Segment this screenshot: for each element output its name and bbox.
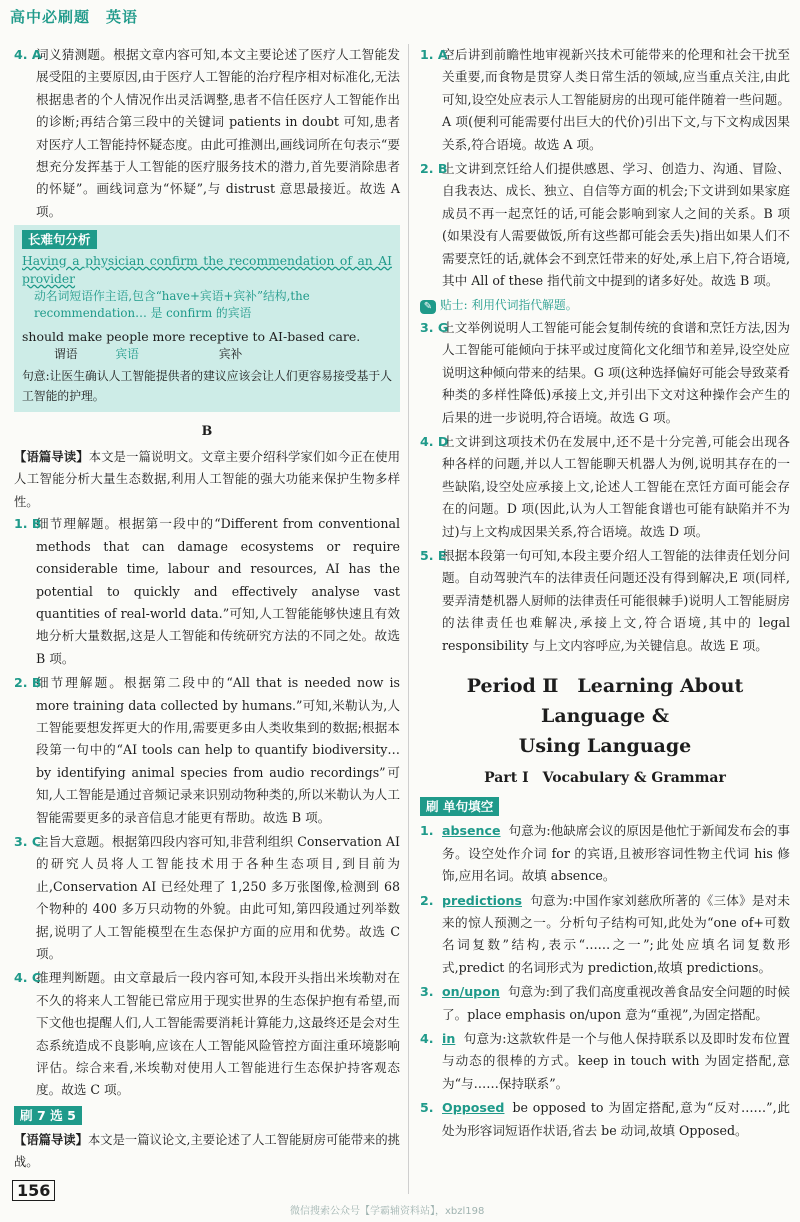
part-title: Part Ⅰ Vocabulary & Grammar — [484, 769, 726, 786]
answer-item — [14, 831, 400, 965]
item-number: 1. B — [14, 516, 42, 532]
answer-item — [14, 44, 400, 223]
item-text: 句意为:他缺席会议的原因是他忙于新闻发布会的事务。设空处作介词 for 的宾语,且被形容词性物主代词 his 修饰,应用名词。故填 absence。 — [442, 823, 790, 884]
practice-label-7-5: 刷 7 选 5 — [14, 1106, 82, 1125]
sentence-analysis-box — [14, 225, 400, 411]
tip-text: 贴士: 利用代词指代解题。 — [440, 298, 578, 313]
item-text: 词义猜测题。根据文章内容可知,本文主要论述了医疗人工智能发展受阻的主要原因,由于医疗人工智能的治疗程序相对标准化,无法根据患者的个人情况作出灵活调整,患者不信任医疗人工智能作出的诊断;再结合第三段中的关键词 patients in doubt 可知,患者对医疗人工智能持怀疑态度。由此可推测出,画线词所在句表示“要想充分发挥基于人工智能的医疗服务技术的潜力,首先要消除患者的怀疑”。画线词意为“怀疑”,与 distrust 意思最接近。故选 A 项。 — [36, 47, 400, 219]
fill-item — [420, 820, 790, 887]
item-text: 句意为:中国作家刘慈欣所著的《三体》是对未来的惊人预测之一。分析句子结构可知,此处为“one of+可数名词复数”结构,表示“……之一”;此处应填名词复数形式,predict 的名词形式为 prediction,故填 predictions。 — [442, 892, 790, 975]
analysis-labels — [22, 346, 392, 362]
fill-answer: predictions — [442, 892, 523, 908]
item-text: 上文讲到这项技术仍在发展中,还不是十分完善,可能会出现各种各样的问题,并以人工智能聊天机器人为例,说明其存在的一些缺陷,设空处应承接上文,论述人工智能在烹饪方面可能会存在的问题。D 项(因此,认为人工智能食谱也可能有缺陷并不为过)与上文构成因果关系,符合语境。故选 D 项。 — [442, 433, 790, 539]
item-text: 上文举例说明人工智能可能会复制传统的食谱和烹饪方法,因为人工智能可能倾向于抹平或过度简化文化细节和差异,设空处应说明这种倾向带来的结果。G 项(这种选择偏好可能会导致菜肴种类的多样性降低)承接上文,并引出下文对这种操作会产生的后果的进一步说明,符合语境。故选 G 项。 — [442, 319, 790, 425]
answer-item — [420, 545, 790, 657]
fill-answer: on/upon — [442, 984, 500, 1000]
section-b-title: B — [201, 422, 213, 438]
analysis-sentence-1: Having a physician confirm the recommendation of an AI provider — [22, 253, 392, 286]
guide-b-text: 本文是一篇说明文。文章主要介绍科学家们如今正在使用人工智能分析大量生态数据,利用人工智能的强大功能来保护生物多样性。 — [14, 450, 400, 509]
item-number: 3. G — [420, 319, 449, 335]
guide-c — [14, 1129, 400, 1174]
item-number: 3. — [420, 984, 434, 1000]
answer-item — [14, 967, 400, 1101]
item-number: 2. B — [420, 161, 448, 177]
column-divider — [408, 44, 409, 1194]
answer-item — [420, 431, 790, 543]
item-text: 细节理解题。根据第一段中的“Different from conventional methods that can damage ecosystems or require considerable time, labour and resources, AI has the potential to quickly and effectively analyse vast quantities of real-world data.”可知,人工智能能够快速且有效地分析大量数据,这是人工智能和传统研究方法的不同之处。故选 B 项。 — [36, 516, 400, 666]
item-text: 句意为:这款软件是一个与他人保持联系以及即时发布位置与动态的很棒的方式。keep in touch with 为固定搭配,意为“与……保持联系”。 — [442, 1031, 790, 1091]
guide-b — [14, 446, 400, 513]
item-number: 4. A — [14, 47, 42, 62]
item-number: 1. — [420, 823, 434, 839]
item-number: 5. — [420, 1100, 434, 1116]
item-text: 细节理解题。根据第二段中的“All that is needed now is more training data collected by humans.”可知,米勒认为,人工智能要想发挥更大的作用,需要更多由人类收集到的数据;根据本段第一句中的“AI tools can help to quantify biodiversity…by identifying animal species from audio recordings”可知,人工智能是通过音频记录来识别动物种类的,所以米勒认为人工智能需要更多的录音信息才能更有帮助。故选 B 项。 — [36, 675, 400, 825]
left-column — [14, 44, 400, 1174]
analysis-title: 长难句分析 — [22, 230, 97, 249]
period-title — [420, 671, 790, 761]
page-header: 高中必刷题 英语 — [10, 8, 139, 26]
guide-c-text: 本文是一篇议论文,主要论述了人工智能厨房可能带来的挑战。 — [14, 1132, 400, 1170]
answer-item — [420, 158, 790, 292]
answer-item — [14, 513, 400, 670]
label-complement: 宾补 — [218, 346, 243, 361]
item-number: 5. E — [420, 547, 447, 563]
guide-b-label: 【语篇导读】 — [14, 449, 89, 465]
item-number: 2. — [420, 892, 434, 908]
fill-answer: absence — [442, 823, 501, 839]
answer-item — [420, 317, 790, 429]
answer-item — [420, 44, 790, 156]
item-number: 4. D — [420, 433, 449, 449]
item-text: 根据本段第一句可知,本段主要介绍人工智能的法律责任划分问题。自动驾驶汽车的法律责任问题还没有得到解决,E 项(同样,要弄清楚机器人厨师的法律责任可能很棘手)说明人工智能厨房的法律责任也难解决,承接上文,符合语境,其中的 legal responsibility 与上文内容呼应,为关键信息。故选 E 项。 — [442, 547, 790, 653]
analysis-meaning: 句意:让医生确认人工智能提供者的建议应该会让人们更容易接受基于人工智能的护理。 — [22, 368, 392, 403]
item-number: 4. C — [14, 970, 42, 986]
analysis-sentence-2: should make people more receptive to AI-based care. — [22, 328, 361, 344]
period-title-line-1: Period Ⅱ Learning About Language & — [466, 674, 744, 727]
analysis-note-1: 动名词短语作主语,包含“have+宾语+宾补”结构,the — [34, 288, 310, 303]
period-title-line-2: Using Language — [518, 734, 692, 757]
tip-icon: ✎ — [420, 300, 436, 314]
item-text: 上文讲到烹饪给人们提供感恩、学习、创造力、沟通、冒险、自我表达、成长、独立、自信等方面的机会;下文讲到如果家庭成员不再一起烹饪的话,可能会影响到家人之间的关系。B 项(如果没有人需要做饭,所有这些都可能会丢失)指出如果人们不需要烹饪的话,就体会不到烹饪带来的好处,承上启下,符合语境,其中 All of these 指代前文中提到的诸多好处。故选 B 项。 — [442, 161, 790, 289]
item-text: 主旨大意题。根据第四段内容可知,非营利组织 Conservation AI 的研究人员将人工智能技术用于各种生态项目,到目前为止,Conservation AI 已经处理了 1,250 多万张图像,检测到 68 个物种的 400 多万只动物的外貌。由此可知,第四段通过列举数据,说明了人工智能模型在生态保护方面的应用和优势。故选 C 项。 — [36, 833, 400, 961]
fill-item — [420, 1028, 790, 1095]
right-column — [420, 44, 790, 1144]
fill-item — [420, 890, 790, 980]
item-number: 1. A — [420, 47, 448, 62]
item-text: 推理判断题。由文章最后一段内容可知,本段开头指出米埃勒对在不久的将来人工智能已常应用于现实世界的生态保护抱有希望,而下文他也提醒人们,人工智能需要消耗计算能力,这最终还是会对生态系统造成不良影响,应该在人工智能风险管控方面注重环境影响评估。综合来看,米埃勒对使用人工智能进行生态保护持客观态度。故选 C 项。 — [36, 970, 400, 1098]
item-number: 3. C — [14, 833, 42, 849]
page-number: 156 — [12, 1180, 55, 1201]
fill-item — [420, 981, 790, 1026]
item-number: 4. — [420, 1031, 434, 1047]
analysis-note-2: recommendation… 是 confirm 的宾语 — [34, 305, 252, 320]
answer-item — [14, 672, 400, 829]
label-object: 宾语 — [115, 346, 139, 361]
practice-label-fill: 刷 单句填空 — [420, 797, 499, 816]
guide-c-label: 【语篇导读】 — [14, 1131, 88, 1147]
tip-line — [420, 294, 790, 316]
item-text: 空后讲到前瞻性地审视新兴技术可能带来的伦理和社会干扰至关重要,而食物是贯穿人类日常生活的领域,应当重点关注,由此可知,设空处应表示人工智能厨房的出现可能伴随着一些问题。A 项(便利可能需要付出巨大的代价)引出下文,与下文构成因果关系,符合语境。故选 A 项。 — [442, 47, 790, 152]
item-text: be opposed to 为固定搭配,意为“反对……”,此处为形容词短语作状语,省去 be 动词,故填 Opposed。 — [442, 1100, 790, 1138]
item-text: 句意为:到了我们高度重视改善食品安全问题的时候了。place emphasis on/upon 意为“重视”,为固定搭配。 — [442, 984, 790, 1022]
label-predicate: 谓语 — [54, 346, 78, 361]
fill-item — [420, 1097, 790, 1142]
footer-watermark: 微信搜索公众号【学霸辅资料站】，xbzl198 — [290, 1206, 485, 1217]
item-number: 2. B — [14, 675, 42, 691]
fill-answer: Opposed — [442, 1100, 505, 1116]
fill-answer: in — [442, 1031, 456, 1047]
